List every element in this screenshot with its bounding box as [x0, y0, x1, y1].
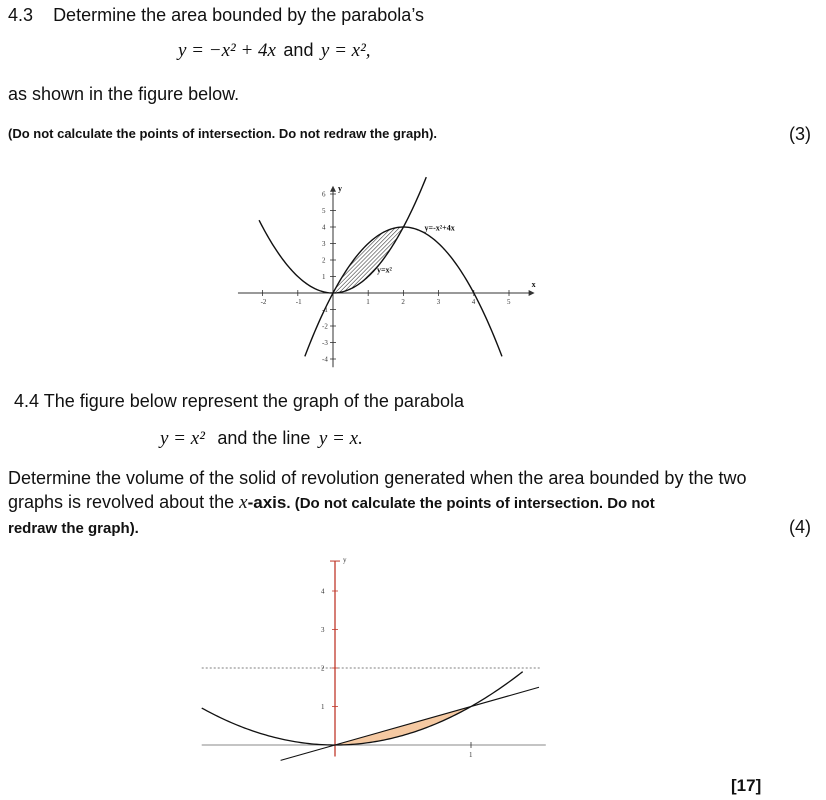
x-axis-label: x — [531, 280, 536, 289]
curve-x2 — [202, 672, 523, 745]
q43-instructions: (Do not calculate the points of intersection. Do not redraw the graph). — [8, 126, 438, 141]
x-tick-label: 2 — [401, 298, 405, 306]
y-tick-label: 1 — [322, 273, 326, 281]
y-tick-label: 2 — [321, 664, 325, 673]
q43-eq2: y = x², — [320, 40, 371, 61]
q44-eq1: y = x² — [160, 428, 205, 449]
q43-eq1: y = −x² + 4x — [178, 40, 276, 61]
x-tick-label: 3 — [436, 298, 441, 306]
x-tick-label: 1 — [366, 298, 370, 306]
x-tick-label: -1 — [295, 298, 302, 306]
q44-marks: (4) — [789, 517, 811, 537]
y-axis-label: y — [343, 556, 347, 565]
y-tick-label: -4 — [322, 355, 328, 364]
q43-shown: as shown in the figure below. — [8, 84, 240, 104]
y-tick-label: -3 — [322, 339, 328, 347]
y-tick-label: 2 — [322, 256, 326, 265]
q44-para-line2-a: graphs is revolved about the — [8, 492, 235, 512]
y-tick-label: 4 — [321, 587, 325, 596]
q43-intro: Determine the area bounded by the parabola’s — [53, 5, 424, 25]
y-tick-label: 3 — [321, 626, 325, 634]
q43-number: 4.3 — [8, 5, 34, 25]
x-tick-label: 5 — [507, 298, 511, 306]
q44-para-line2-c: . (Do not calculate the points of intersection. Do not — [286, 495, 655, 512]
line-y-equals-x — [281, 687, 539, 760]
y-tick-label: -2 — [322, 322, 328, 331]
y-tick-label: 3 — [322, 240, 326, 248]
q44-intro: 4.4 The figure below represent the graph of the parabola — [14, 391, 464, 411]
q44-para-line2-var: x — [239, 492, 248, 513]
y-tick-label: -1 — [322, 306, 328, 314]
q43-and: and — [283, 40, 314, 60]
q44-para-line2-b: -axis — [247, 493, 287, 512]
y-tick-label: 1 — [321, 703, 325, 711]
y-tick-label: 6 — [322, 190, 326, 199]
q44-and: and the line — [217, 428, 311, 448]
curve2-label: y=x² — [377, 265, 392, 275]
q44-eq2: y = x. — [318, 428, 363, 449]
total-marks: [17] — [731, 776, 762, 795]
q44-para-line3: redraw the graph). — [8, 520, 139, 537]
q44-para-line1: Determine the volume of the solid of revolution generated when the area bounded by the two — [8, 468, 747, 488]
q43-marks: (3) — [789, 124, 811, 144]
x-tick-label: -2 — [260, 298, 267, 306]
y-tick-label: 5 — [322, 207, 326, 215]
x-tick-label: 1 — [469, 751, 473, 759]
curve1-label: y=-x²+4x — [424, 223, 455, 233]
y-axis-label: y — [338, 183, 342, 193]
x-tick-label: 4 — [471, 298, 476, 306]
y-tick-label: 4 — [322, 223, 326, 232]
